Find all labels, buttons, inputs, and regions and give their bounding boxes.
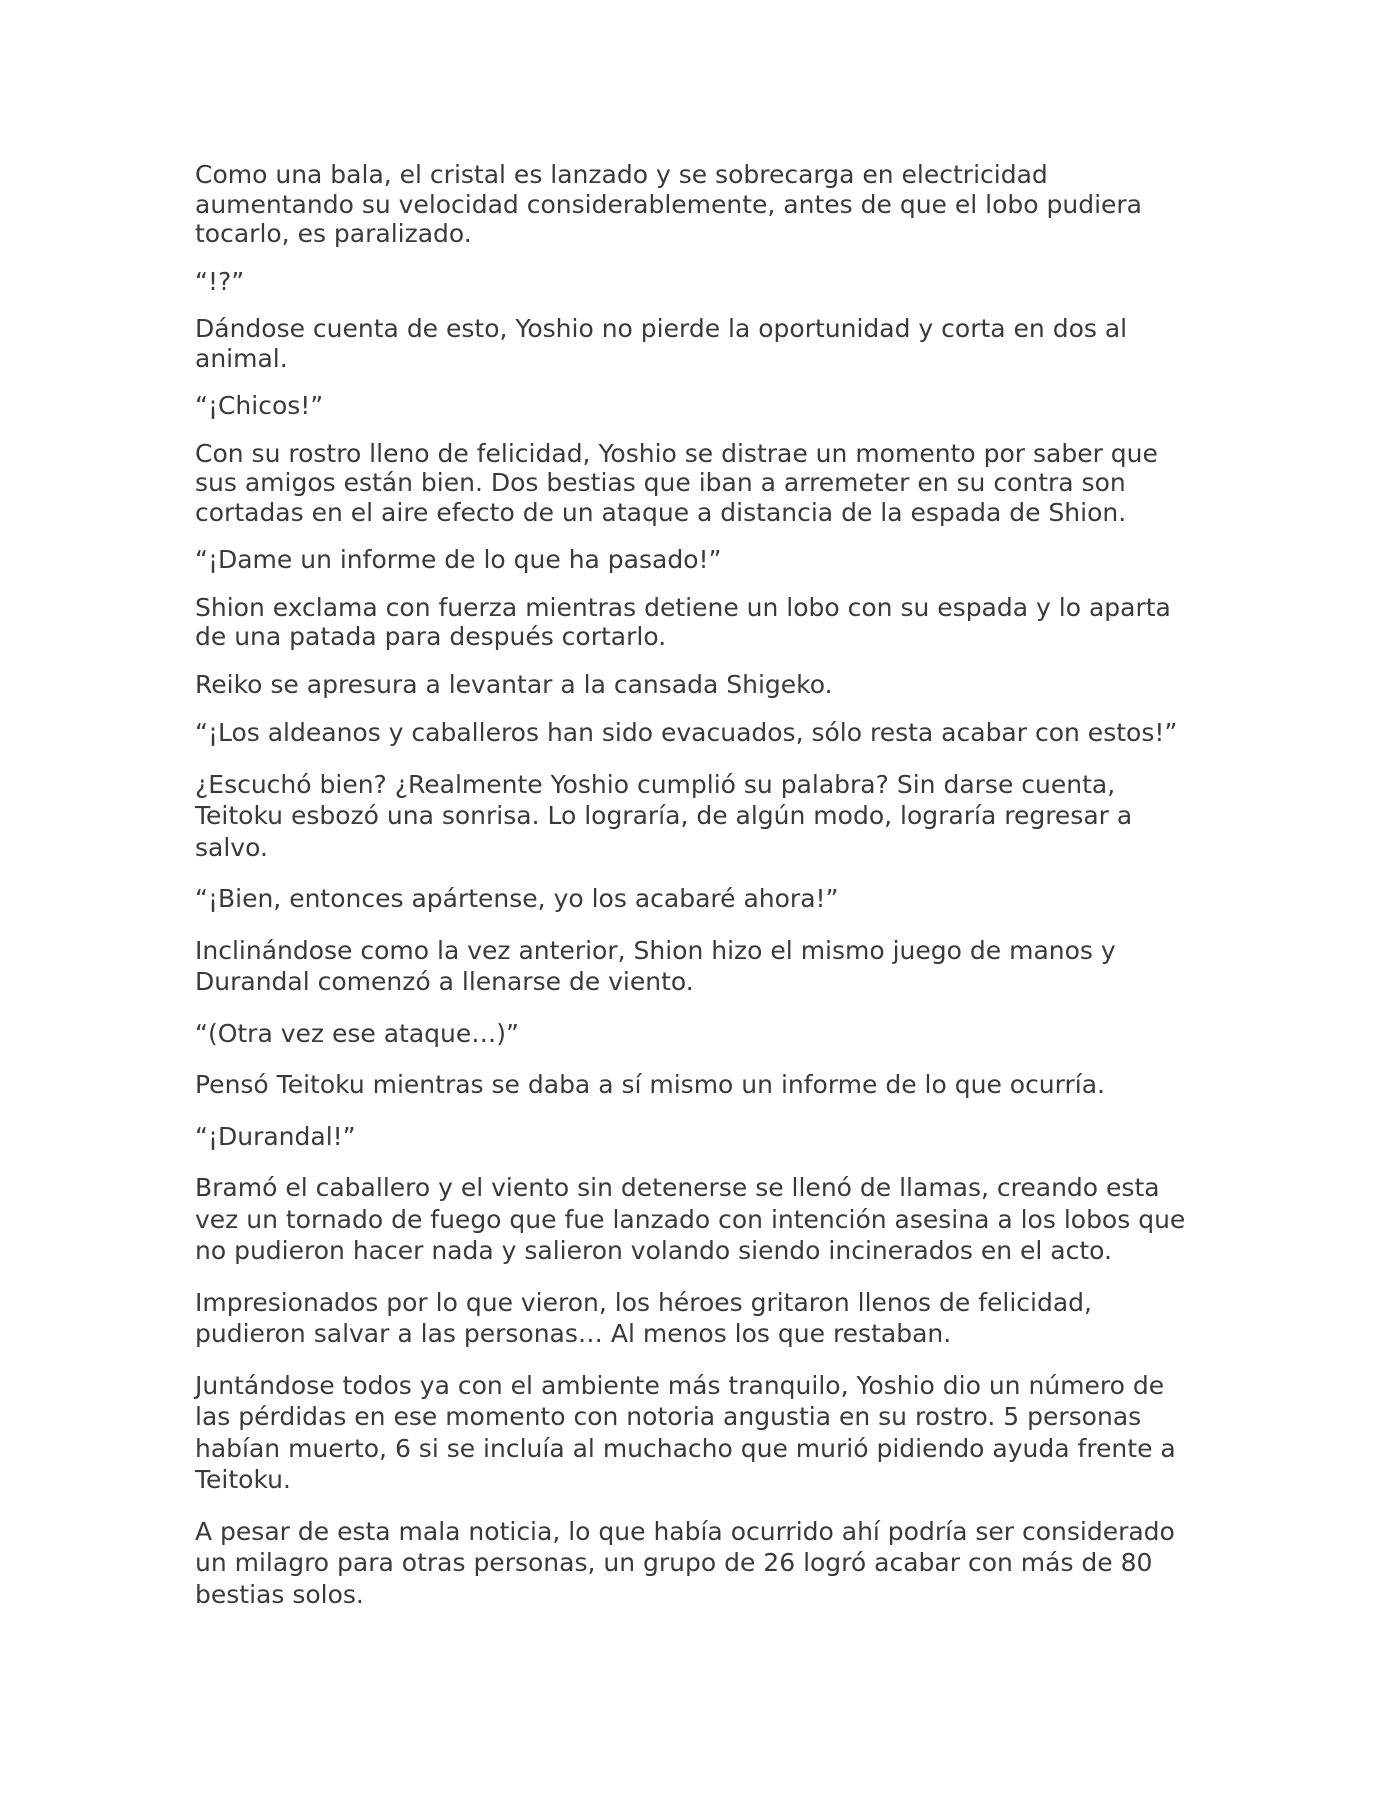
paragraph: ¿Escuchó bien? ¿Realmente Yoshio cumplió su palabra? Sin darse cuenta, Teitoku esbozó una sonrisa. Lo lograría, de algún modo, lograría regresar a salvo.	[195, 769, 1133, 862]
paragraph: Shion exclama con fuerza mientras detiene un lobo con su espada y lo aparta de una patada para después cortarlo.	[195, 592, 1171, 651]
paragraph: Juntándose todos ya con el ambiente más tranquilo, Yoshio dio un número de las pérdidas en ese momento con notoria angustia en su rostro. 5 personas habían muerto, 6 si se incluía al muchacho que murió pidiendo ayuda frente a Teitoku.	[195, 1370, 1176, 1494]
paragraph: Con su rostro lleno de felicidad, Yoshio se distrae un momento por saber que sus amigos están bien. Dos bestias que iban a arremeter en su contra son cortadas en el aire efecto de un ataque a distancia de la espada de Shion.	[195, 438, 1158, 527]
paragraph: Pensó Teitoku mientras se daba a sí mismo un informe de lo que ocurría.	[195, 1070, 1105, 1099]
paragraph: “¡Chicos!”	[195, 391, 324, 420]
document-page	[195, 160, 1205, 1630]
paragraph: “¡Dame un informe de lo que ha pasado!”	[195, 545, 722, 574]
paragraph: “!?”	[195, 266, 245, 296]
paragraph: Bramó el caballero y el viento sin detenerse se llenó de llamas, creando esta vez un tornado de fuego que fue lanzado con intención asesina a los lobos que no pudieron hacer nada y salieron volando siendo incinerados en el acto.	[195, 1173, 1186, 1265]
paragraph: “¡Bien, entonces apártense, yo los acabaré ahora!”	[195, 884, 839, 913]
paragraph: A pesar de esta mala noticia, lo que había ocurrido ahí podría ser considerado un milagro para otras personas, un grupo de 26 logró acabar con más de 80 bestias solos.	[195, 1516, 1175, 1609]
paragraph: Inclinándose como la vez anterior, Shion hizo el mismo juego de manos y Durandal comenzó a llenarse de viento.	[195, 935, 1116, 996]
paragraph: Impresionados por lo que vieron, los héroes gritaron llenos de felicidad, pudieron salvar a las personas… Al menos los que restaban.	[195, 1287, 1092, 1348]
paragraph: “¡Durandal!”	[195, 1121, 356, 1151]
paragraph: Reiko se apresura a levantar a la cansada Shigeko.	[195, 669, 833, 699]
paragraph: Dándose cuenta de esto, Yoshio no pierde la oportunidad y corta en dos al animal.	[195, 314, 1128, 373]
paragraph: Como una bala, el cristal es lanzado y se sobrecarga en electricidad aumentando su velocidad considerablemente, antes de que el lobo pudiera tocarlo, es paralizado.	[195, 160, 1142, 248]
paragraph: “(Otra vez ese ataque…)”	[195, 1018, 519, 1048]
paragraph: “¡Los aldeanos y caballeros han sido evacuados, sólo resta acabar con estos!”	[195, 718, 1178, 747]
